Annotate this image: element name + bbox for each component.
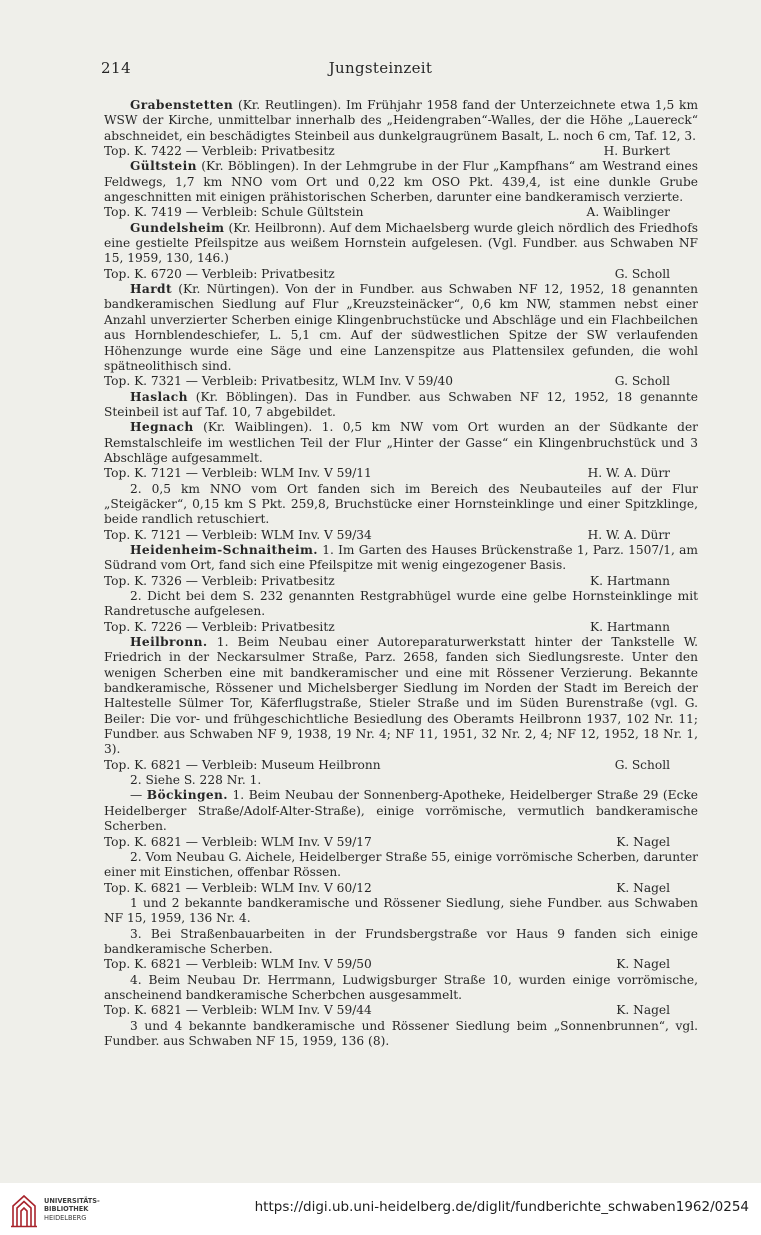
reference-line (104, 957, 698, 972)
entry-dash: — (130, 788, 147, 803)
site-name: Böckingen. (146, 788, 228, 803)
site-entry (104, 390, 698, 421)
author-name: G. Scholl (614, 757, 670, 772)
reference-line (104, 620, 698, 635)
author-name: K. Nagel (616, 880, 670, 895)
author-name: A. Waiblinger (586, 205, 670, 220)
entry-paragraph (104, 420, 698, 466)
entry-paragraph (104, 98, 698, 144)
viewer-footer (0, 1183, 761, 1235)
library-logo[interactable] (10, 1192, 150, 1228)
author-name: K. Nagel (616, 1003, 670, 1018)
site-entry (104, 635, 698, 788)
site-name: Grabenstetten (130, 98, 234, 112)
page-number: 214 (101, 59, 132, 77)
library-name-line-2: BIBLIOTHEK (44, 1205, 89, 1214)
entry-paragraph (104, 159, 698, 205)
sub-paragraph: 3. Bei Straßenbauarbeiten in der Frundsbergstraße vor Haus 9 fanden sich einige bandkeramische Scherben. (104, 926, 698, 956)
reference-line (104, 1003, 698, 1018)
site-entry (104, 98, 698, 159)
reference-text: Top. K. 7321 — Verbleib: Privatbesitz, WLM Inv. V 59/40 (104, 374, 454, 389)
reference-line (104, 466, 698, 481)
entry-paragraph (104, 282, 698, 374)
reference-line (104, 205, 698, 220)
site-entry (104, 282, 698, 389)
reference-text: Top. K. 7121 — Verbleib: WLM Inv. V 59/11 (104, 466, 372, 481)
reference-line (104, 528, 698, 543)
entry-paragraph (104, 221, 698, 267)
reference-text: Top. K. 7226 — Verbleib: Privatbesitz (104, 619, 335, 634)
sub-paragraph: 2. Vom Neubau G. Aichele, Heidelberger Straße 55, einige vorrömische Scherben, darunter einer mit Einstichen, offenbar Rössen. (104, 849, 698, 880)
sub-paragraph: 4. Beim Neubau Dr. Herrmann, Ludwigsburger Straße 10, wurden einige vorrömische, anscheinend bandkeramische Scherbchen ausgesammelt. (104, 972, 698, 1002)
site-entry (104, 420, 698, 543)
author-name: H. Burkert (603, 144, 670, 159)
site-name: Haslach (130, 389, 188, 404)
library-emblem-icon (10, 1192, 38, 1228)
entry-text: (Kr. Böblingen). In der Lehmgrube in der Flur „Kampfhans“ am Westrand eines Feldwegs, 1,7 km NNO vom Ort und 0,22 km OSO Pkt. 439,4, ist eine dunkle Grube angeschnitten mit einigen prähistorischen Scherben, darunter eine bandkeramisch verzierte. (104, 159, 698, 205)
reference-text: Top. K. 6821 — Verbleib: WLM Inv. V 59/44 (104, 1003, 372, 1018)
reference-line (104, 267, 698, 282)
sub-paragraph: 2. 0,5 km NNO vom Ort fanden sich im Bereich des Neubauteiles auf der Flur „Steigäcker“, 0,15 km S Pkt. 259,8, Bruchstücke einer Hornsteinklinge und einer Spitzklinge, beide randlich retuschiert. (104, 481, 698, 527)
reference-text: Top. K. 7326 — Verbleib: Privatbesitz (104, 573, 335, 588)
library-name-line-3: HEIDELBERG (44, 1213, 87, 1222)
entry-text: (Kr. Waiblingen). 1. 0,5 km NW vom Ort wurden an der Südkante der Remstalschleife im westlichen Teil der Flur „Hinter der Gasse“ ein Klingenbruchstück und 3 Abschläge aufgesammelt. (104, 420, 698, 465)
author-name: K. Hartmann (590, 619, 670, 634)
library-name-line-1: UNIVERSITÄTS- (44, 1197, 100, 1205)
site-name: Gundelsheim (130, 220, 225, 235)
site-entry (104, 221, 698, 282)
site-name: Gültstein (130, 159, 197, 174)
reference-line (104, 374, 698, 389)
reference-text: Top. K. 6821 — Verbleib: WLM Inv. V 59/50 (104, 957, 372, 972)
reference-text: Top. K. 6720 — Verbleib: Privatbesitz (104, 266, 335, 281)
running-title: Jungsteinzeit (328, 59, 433, 77)
reference-line (104, 881, 698, 896)
entry-paragraph (104, 543, 698, 574)
site-name: Hardt (130, 282, 172, 297)
entry-text: (Kr. Reutlingen). Im Frühjahr 1958 fand der Unterzeichnete etwa 1,5 km WSW der Kirche, unmittelbar innerhalb des „Heidengraben“-Walles, der die Höhe „Lauereck“ abschneidet, ein beschädigtes Steinbeil aus dunkelgraugrünem Basalt, L. noch 6 cm, Taf. 12, 3. (104, 98, 698, 143)
reference-line (104, 574, 698, 589)
entry-text: 1. Beim Neubau der Sonnenberg-Apotheke, Heidelberger Straße 29 (Ecke Heidelberger Straße/Adolf-Alter-Straße), einige vorrömische, vermutlich bandkeramische Scherben. (104, 788, 698, 834)
sub-paragraph: 2. Dicht bei dem S. 232 genannten Restgrabhügel wurde eine gelbe Hornsteinklinge mit Randretusche aufgelesen. (104, 589, 698, 619)
author-name: K. Hartmann (590, 573, 670, 588)
site-name: Hegnach (130, 420, 194, 435)
entry-text: (Kr. Böblingen). Das in Fundber. aus Schwaben NF 12, 1952, 18 genannte Steinbeil ist auf Taf. 10, 7 abgebildet. (104, 389, 698, 419)
entries-list (104, 98, 698, 1049)
entry-text: (Kr. Heilbronn). Auf dem Michaelsberg wurde gleich nördlich des Friedhofs eine gestielte Pfeilspitze aus weißem Hornstein aufgelesen. (Vgl. Fundber. aus Schwaben NF 15, 1959, 130, 146.) (104, 220, 698, 266)
site-entry (104, 543, 698, 635)
reference-text: Top. K. 6821 — Verbleib: WLM Inv. V 59/17 (104, 834, 372, 849)
author-name: K. Nagel (616, 834, 670, 849)
reference-line (104, 835, 698, 850)
reference-text: Top. K. 6821 — Verbleib: Museum Heilbronn (104, 757, 381, 772)
sub-paragraph: 1 und 2 bekannte bandkeramische und Rössener Siedlung, siehe Fundber. aus Schwaben NF 15, 1959, 136 Nr. 4. (104, 895, 698, 926)
reference-text: Top. K. 6821 — Verbleib: WLM Inv. V 60/12 (104, 880, 372, 895)
entry-paragraph (104, 635, 698, 758)
entry-text: (Kr. Nürtingen). Von der in Fundber. aus Schwaben NF 12, 1952, 18 genannten bandkeramischen Siedlung auf Flur „Kreuzsteinäcker“, 0,6 km NW, stammen nebst einer Anzahl unverzierter Scherben einige Klingenbruchstücke und Abschläge und ein Flachbeilchen aus Hornblendeschiefer, L. 5,1 cm. Auf der südwestlichen Spitze der SW verlaufenden Höhenzunge wurde eine Säge und eine Lanzenspitze aus Plattensilex gefunden, die wohl spätneolithisch sind. (104, 282, 698, 373)
reference-line (104, 758, 698, 773)
reference-line (104, 144, 698, 159)
sub-paragraph: 2. Siehe S. 228 Nr. 1. (130, 773, 262, 788)
reference-text: Top. K. 7419 — Verbleib: Schule Gültstein (104, 205, 364, 220)
sub-paragraph: 3 und 4 bekannte bandkeramische und Rössener Siedlung beim „Sonnenbrunnen“, vgl. Fundber. aus Schwaben NF 15, 1959, 136 (8). (104, 1018, 698, 1048)
reference-text: Top. K. 7422 — Verbleib: Privatbesitz (104, 144, 335, 159)
author-name: G. Scholl (614, 266, 670, 281)
author-name: G. Scholl (614, 374, 670, 389)
entry-text: 1. Im Garten des Hauses Brückenstraße 1, Parz. 1507/1, am Südrand vom Ort, fand sich eine Pfeilspitze mit wenig eingezogener Basis. (104, 542, 698, 573)
site-name: Heidenheim-Schnaitheim. (130, 542, 318, 557)
author-name: K. Nagel (616, 957, 670, 972)
entry-text: 1. Beim Neubau einer Autoreparaturwerkstatt hinter der Tankstelle W. Friedrich in der Neckarsulmer Straße, Parz. 2658, fanden sich Siedlungsreste. Unter den wenigen Scherben eine mit bandkeramischer und eine mit Rössener Verzierung. Bekannte bandkeramische, Rössener und Michelsberger Siedlung im Norden der Stadt im Bereich der Haltestelle Sülmer Tor, Käferflugstraße, Stieler Straße und im Süden Burenstraße (vgl. G. Beiler: Die vor- und frühgeschichtliche Besiedlung des Oberamts Heilbronn 1937, 102 Nr. 11; Fundber. aus Schwaben NF 9, 1938, 19 Nr. 4; NF 11, 1951, 32 Nr. 2, 4; NF 12, 1952, 18 Nr. 1, 3). (104, 635, 698, 757)
site-entry (104, 788, 698, 1049)
reference-text: Top. K. 7121 — Verbleib: WLM Inv. V 59/34 (104, 527, 372, 542)
author-name: H. W. A. Dürr (587, 466, 670, 481)
permalink-url[interactable]: https://digi.ub.uni-heidelberg.de/diglit/fundberichte_schwaben1962/0254 (254, 1199, 749, 1215)
entry-paragraph (104, 390, 698, 421)
site-entry (104, 159, 698, 220)
entry-paragraph (104, 788, 698, 834)
library-name (44, 1197, 100, 1222)
site-name: Heilbronn. (130, 635, 208, 650)
author-name: H. W. A. Dürr (587, 527, 670, 542)
